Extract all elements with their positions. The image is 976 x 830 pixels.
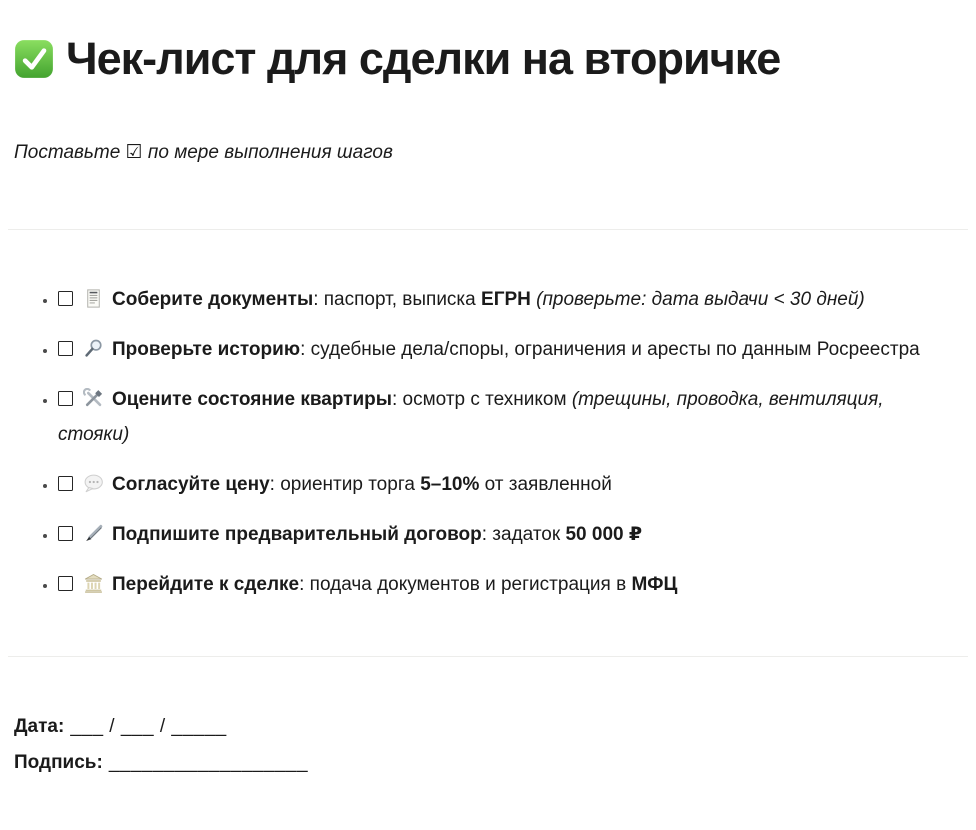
date-line — [14, 709, 960, 745]
divider-bottom — [8, 656, 968, 657]
item-text-bold: Перейдите к сделке — [112, 573, 300, 595]
item-text-bold: Согласуйте цену — [112, 473, 270, 495]
item-text-bold: Подпишите предварительный договор — [112, 523, 482, 545]
item-text-bold: МФЦ — [631, 573, 678, 595]
checklist-item — [58, 282, 960, 317]
receipt-icon — [83, 288, 104, 309]
page-title-text: Чек-лист для сделки на вторичке — [66, 33, 781, 84]
signature-line — [14, 745, 960, 781]
page-title — [14, 34, 960, 84]
checkbox-unchecked[interactable] — [58, 526, 73, 541]
checklist — [14, 282, 960, 602]
checklist-item — [58, 567, 960, 602]
item-text-bold: Оцените состояние квартиры — [112, 388, 392, 410]
item-text-italic: (проверьте: дата выдачи < 30 дней) — [530, 288, 865, 310]
checklist-item — [58, 382, 960, 452]
item-text-italic: (трещины, проводка, вентиляция, стояки) — [58, 388, 884, 445]
checkbox-unchecked[interactable] — [58, 391, 73, 406]
item-text: : ориентир торга — [269, 473, 421, 495]
checkbox-unchecked[interactable] — [58, 476, 73, 491]
magnifying-glass-icon — [83, 338, 104, 359]
checklist-item — [58, 332, 960, 367]
footer — [14, 709, 960, 781]
checkbox-unchecked[interactable] — [58, 291, 73, 306]
item-text: : задаток — [481, 523, 566, 545]
item-text: : судебные дела/споры, ограничения и аресты по данным Росреестра — [300, 338, 920, 360]
date-label: Дата: — [14, 715, 65, 737]
hammer-and-wrench-icon — [83, 388, 104, 409]
item-text-bold: 5–10% — [420, 473, 480, 495]
checkbox-unchecked[interactable] — [58, 341, 73, 356]
speech-balloon-icon — [83, 473, 104, 494]
divider-top — [8, 229, 968, 230]
item-text-bold: Соберите документы — [112, 288, 314, 310]
checklist-item — [58, 467, 960, 502]
item-text: : паспорт, выписка — [313, 288, 482, 310]
checklist-item — [58, 517, 960, 552]
item-text-bold: ЕГРН — [481, 288, 531, 310]
item-text: : осмотр с техником — [392, 388, 572, 410]
signature-blank-field[interactable]: __________________ — [108, 751, 309, 773]
pen-icon — [83, 523, 104, 544]
checkbox-unchecked[interactable] — [58, 576, 73, 591]
check-mark-button-icon — [14, 39, 54, 79]
item-text: : подача документов и регистрация в — [299, 573, 632, 595]
classical-building-icon — [83, 573, 104, 594]
date-blank-field[interactable]: ___ / ___ / _____ — [70, 715, 227, 737]
signature-label: Подпись: — [14, 751, 103, 773]
item-text: от заявленной — [479, 473, 612, 495]
item-text-bold: Проверьте историю — [112, 338, 301, 360]
subtitle: Поставьте ☑ по мере выполнения шагов — [14, 142, 393, 164]
item-text-bold: 50 000 ₽ — [565, 523, 643, 545]
